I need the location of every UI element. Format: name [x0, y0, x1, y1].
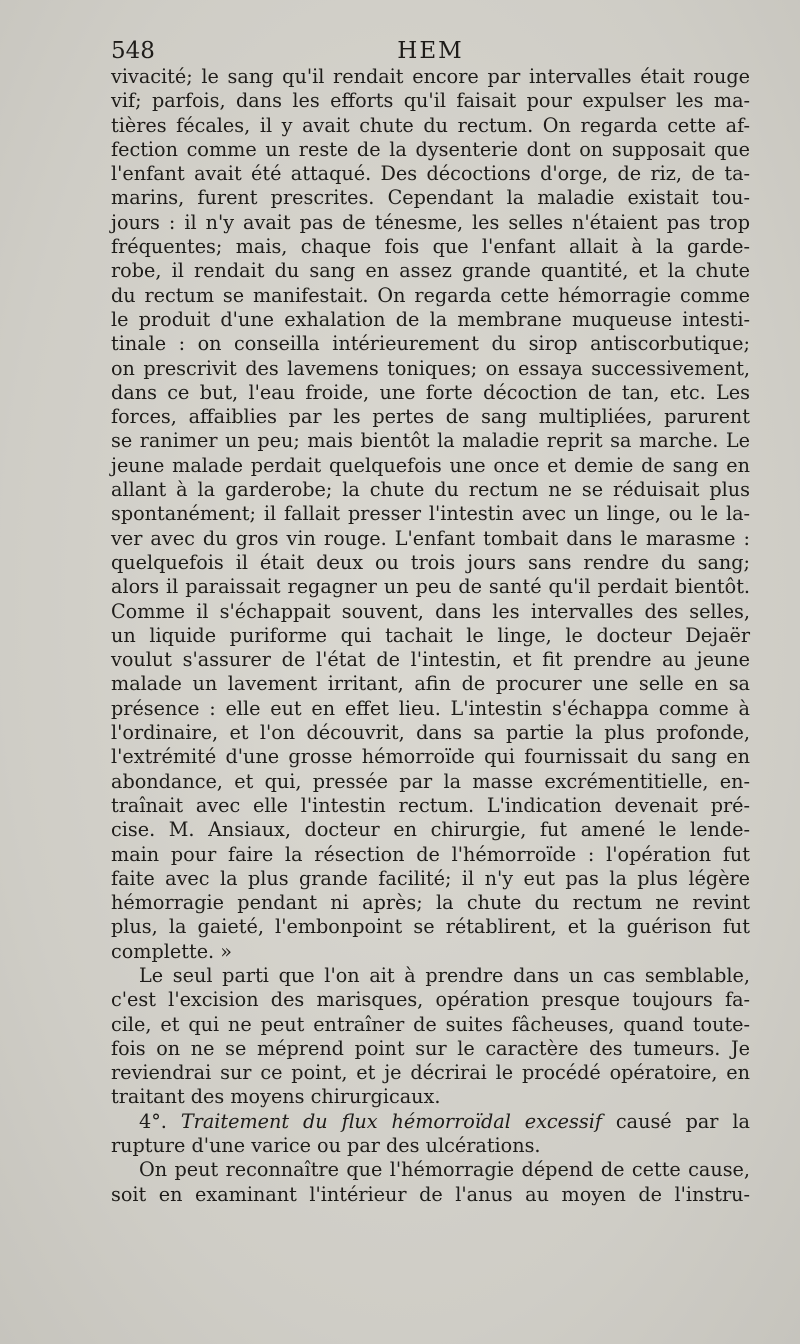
text-line: tières fécales, il y avait chute du rectum. On regarda cette af- [111, 113, 750, 137]
page-header [111, 36, 750, 66]
text-line: robe, il rendait du sang en assez grande quantité, et la chute [111, 259, 750, 283]
text-line: complette. » [111, 939, 232, 963]
section-heading [111, 1110, 750, 1134]
text-line: jours : il n'y avait pas de ténesme, les selles n'étaient pas trop [111, 210, 750, 234]
text-line: on prescrivit des lavemens toniques; on essaya successivement, [111, 356, 750, 380]
text-line: abondance, et qui, pressée par la masse excrémentitielle, en- [111, 769, 750, 793]
text-line: soit en examinant l'intérieur de l'anus au moyen de l'instru- [111, 1182, 750, 1206]
text-line: On peut reconnaître que l'hémorragie dépend de cette cause, [139, 1158, 750, 1182]
text-line: allant à la garderobe; la chute du rectum ne se réduisait plus [111, 478, 750, 502]
text-line: main pour faire la résection de l'hémorroïde : l'opération fut [111, 842, 750, 866]
running-head: HEM [397, 38, 464, 64]
section-title: Traitement du flux hémorroïdal excessif [180, 1109, 602, 1133]
text-line: marins, furent prescrites. Cependant la maladie existait tou- [111, 186, 750, 210]
page-body [111, 65, 750, 1207]
text-line: c'est l'excision des marisques, opération presque toujours fa- [111, 988, 750, 1012]
text-line: un liquide puriforme qui tachait le linge, le docteur Dejaër [111, 623, 750, 647]
text-line: quelquefois il était deux ou trois jours sans rendre du sang; [111, 550, 750, 574]
text-line: l'extrémité d'une grosse hémorroïde qui fournissait du sang en [111, 745, 750, 769]
text-line: faite avec la plus grande facilité; il n'y eut pas la plus légère [111, 866, 750, 890]
text-line: ver avec du gros vin rouge. L'enfant tombait dans le marasme : [111, 526, 750, 550]
text-line: forces, affaiblies par les pertes de sang multipliées, parurent [111, 405, 750, 429]
page-number: 548 [111, 38, 155, 64]
text-line: le produit d'une exhalation de la membrane muqueuse intesti- [111, 307, 750, 331]
text-line: hémorragie pendant ni après; la chute du rectum ne revint [111, 891, 750, 915]
text-line: vivacité; le sang qu'il rendait encore par intervalles était rouge [111, 65, 750, 88]
text-line: Comme il s'échappait souvent, dans les intervalles des selles, [111, 599, 750, 623]
text-line: présence : elle eut en effet lieu. L'intestin s'échappa comme à [111, 696, 750, 720]
text-line: jeune malade perdait quelquefois une once et demie de sang en [111, 453, 750, 477]
text-line: dans ce but, l'eau froide, une forte décoction de tan, etc. Les [111, 380, 750, 404]
text-line: alors il paraissait regagner un peu de santé qu'il perdait bientôt. [111, 575, 750, 599]
text-line: se ranimer un peu; mais bientôt la maladie reprit sa marche. Le [111, 429, 750, 453]
text-line: malade un lavement irritant, afin de procurer une selle en sa [111, 672, 750, 696]
text-line: l'enfant avait été attaqué. Des décoctions d'orge, de riz, de ta- [111, 162, 750, 186]
text-line: l'ordinaire, et l'on découvrit, dans sa partie la plus profonde, [111, 721, 750, 745]
text-line: spontanément; il fallait presser l'intestin avec un linge, ou le la- [111, 502, 750, 526]
text-line: fection comme un reste de la dysenterie dont on supposait que [111, 137, 750, 161]
text-line: Le seul parti que l'on ait à prendre dans un cas semblable, [139, 963, 750, 987]
text-line: rupture d'une varice ou par des ulcérations. [111, 1134, 541, 1158]
text-line: traitant des moyens chirurgicaux. [111, 1085, 441, 1109]
text-line: tinale : on conseilla intérieurement du sirop antiscorbutique; [111, 332, 750, 356]
text-line: traînait avec elle l'intestin rectum. L'indication devenait pré- [111, 793, 750, 817]
text-line: cile, et qui ne peut entraîner de suites fâcheuses, quand toute- [111, 1012, 750, 1036]
section-title-rest: causé par la [615, 1109, 750, 1133]
text-line: fréquentes; mais, chaque fois que l'enfant allait à la garde- [111, 235, 750, 259]
text-line: voulut s'assurer de l'état de l'intestin, et fit prendre au jeune [111, 648, 750, 672]
text-line: fois on ne se méprend point sur le caractère des tumeurs. Je [111, 1036, 750, 1060]
section-number: 4°. [139, 1109, 167, 1133]
text-line: vif; parfois, dans les efforts qu'il faisait pour expulser les ma- [111, 89, 750, 113]
text-line: du rectum se manifestait. On regarda cette hémorragie comme [111, 283, 750, 307]
text-line: plus, la gaieté, l'embonpoint se rétablirent, et la guérison fut [111, 915, 750, 939]
text-line: cise. M. Ansiaux, docteur en chirurgie, fut amené le lende- [111, 818, 750, 842]
text-line: reviendrai sur ce point, et je décrirai le procédé opératoire, en [111, 1061, 750, 1085]
